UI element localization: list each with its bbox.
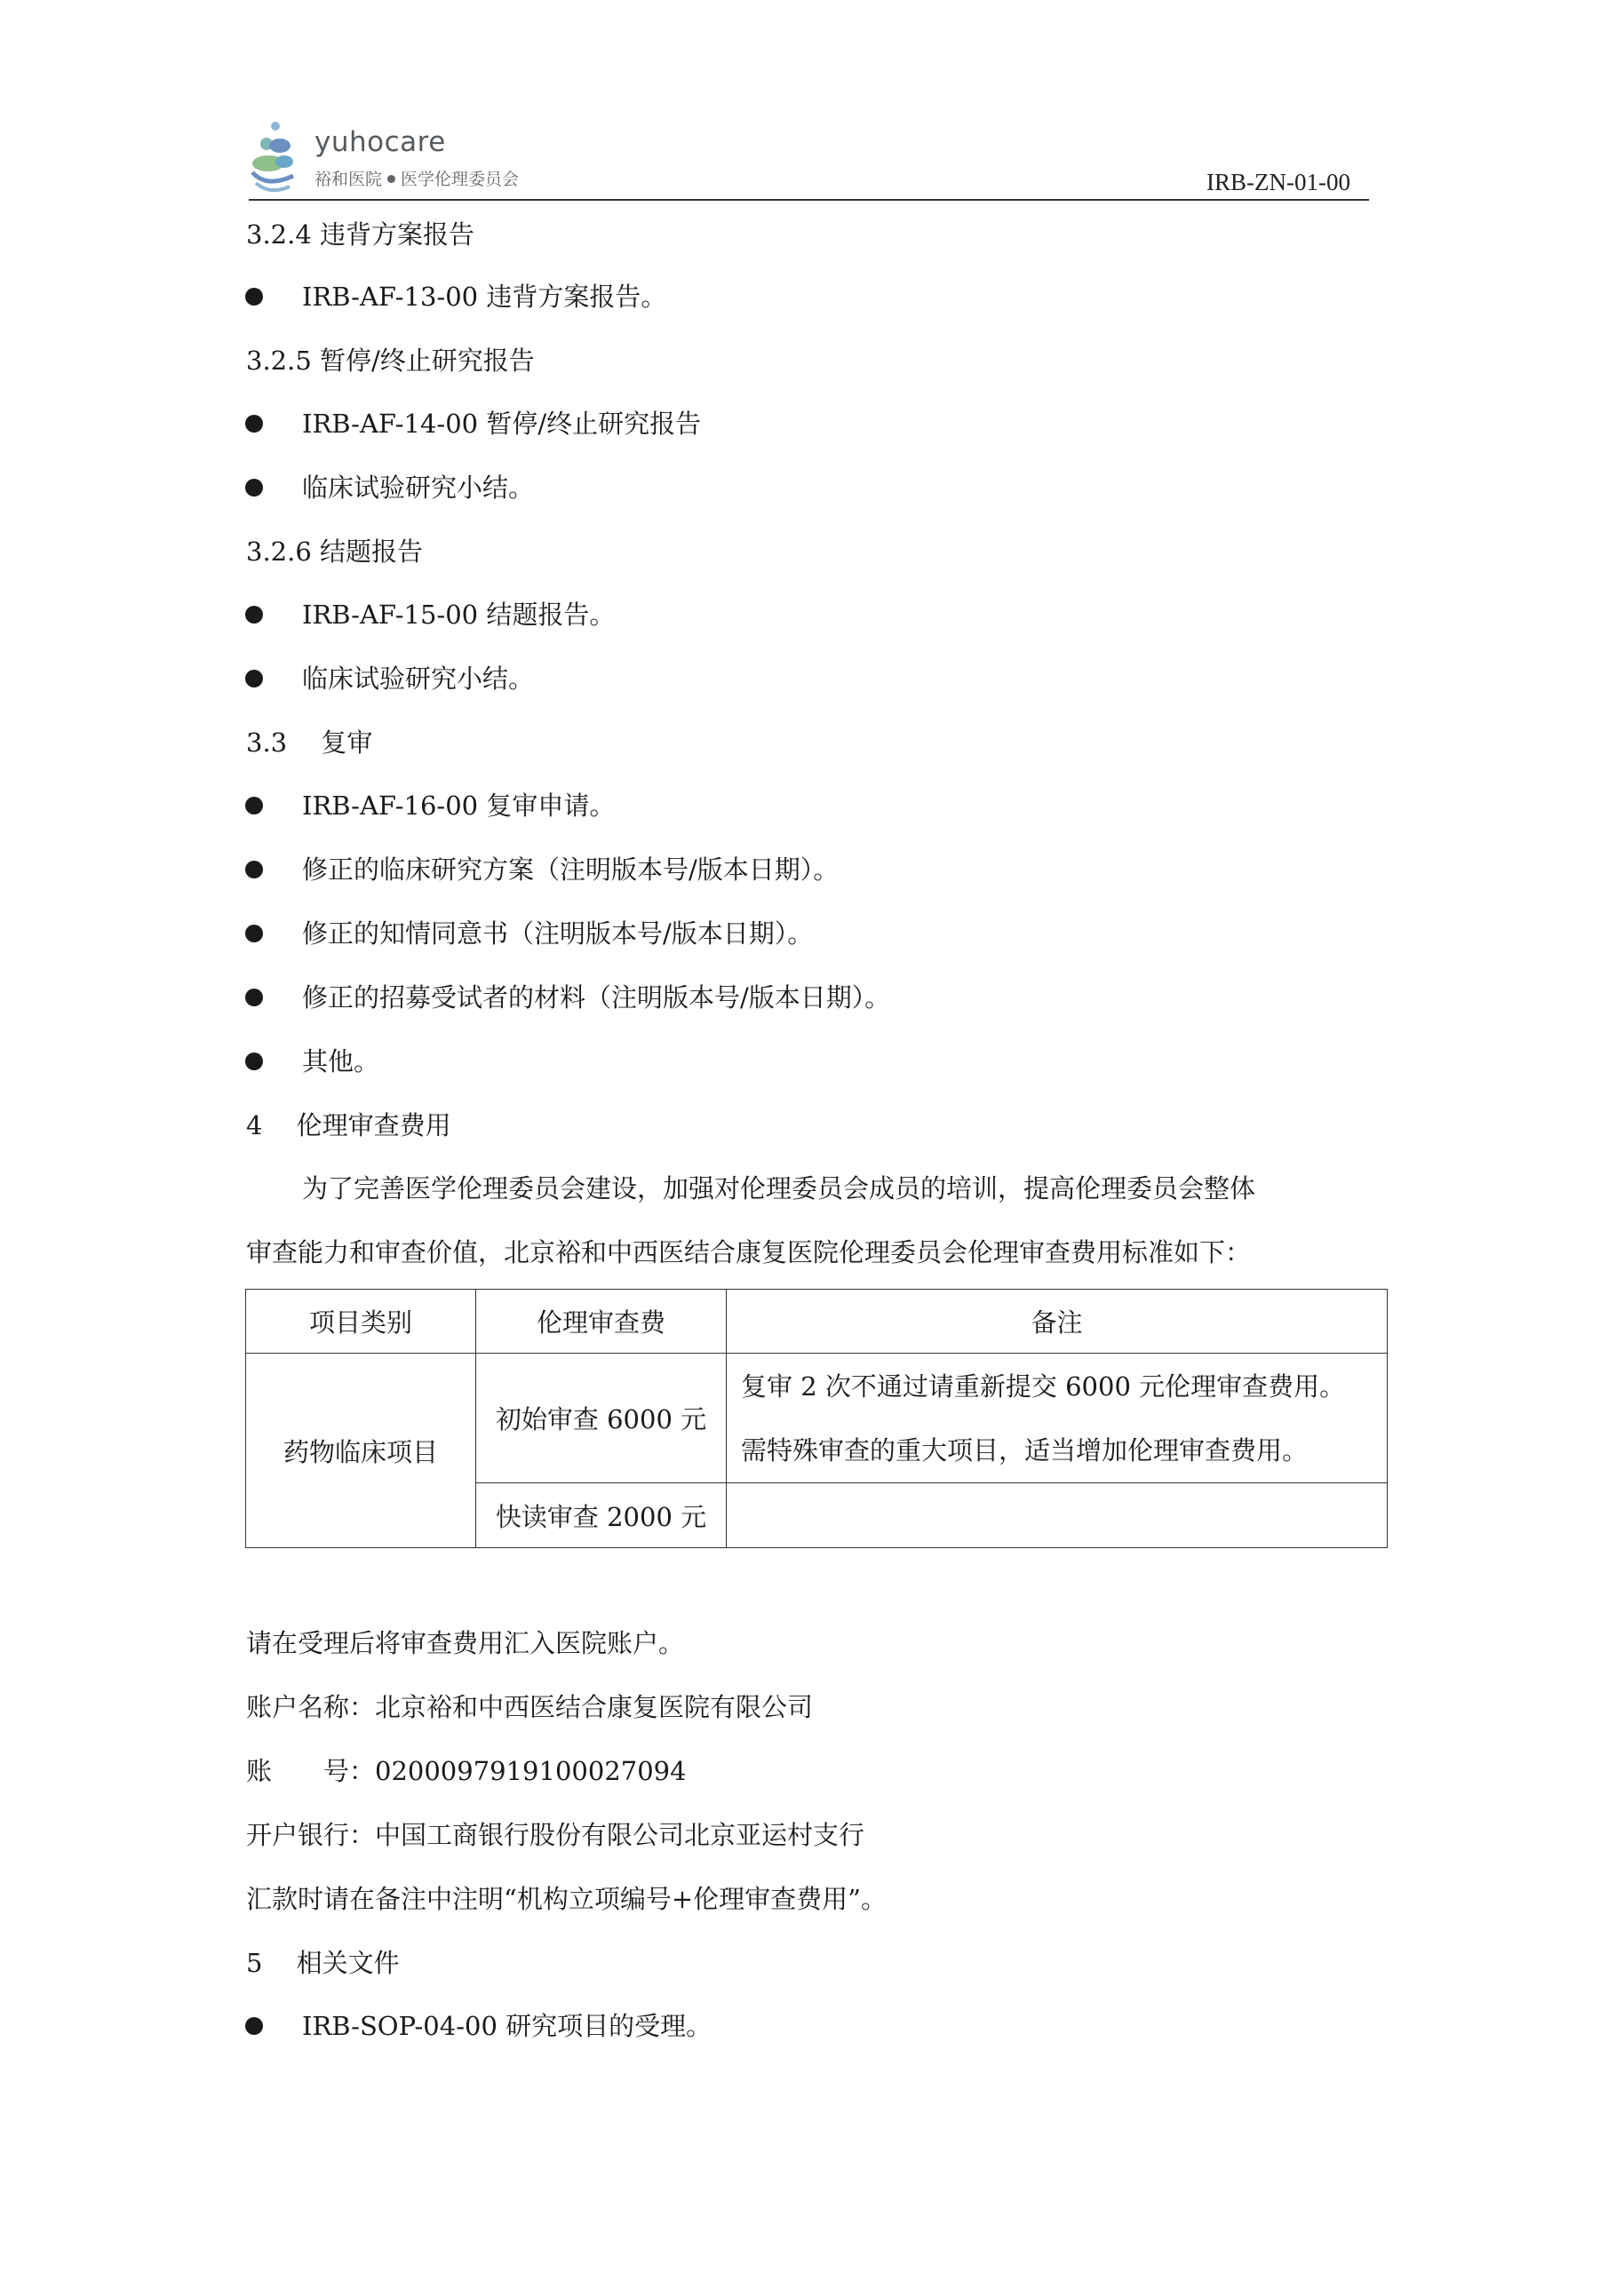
- list-item: IRB-AF-14-00 暂停/终止研究报告: [302, 409, 702, 439]
- payment-intro: 请在受理后将审查费用汇入医院账户。: [246, 1628, 685, 1658]
- bank-name: 开户银行：中国工商银行股份有限公司北京亚运村支行: [246, 1820, 865, 1850]
- hospital-logo: [249, 117, 533, 197]
- section-heading-3-2-4: 3.2.4 违背方案报告: [246, 219, 475, 250]
- remittance-note: 汇款时请在备注中注明“机构立项编号+伦理审查费用”。: [246, 1884, 887, 1914]
- bullet-icon: [245, 1053, 263, 1070]
- bullet-icon: [245, 797, 263, 814]
- header-divider: [249, 199, 1369, 201]
- paragraph-line: 为了完善医学伦理委员会建设，加强对伦理委员会成员的培训，提高伦理委员会整体: [302, 1173, 1256, 1204]
- paragraph-line: 审查能力和审查价值，北京裕和中西医结合康复医院伦理委员会伦理审查费用标准如下：: [246, 1237, 1252, 1267]
- table-cell-fee: 快读审查 2000 元: [476, 1483, 727, 1548]
- table-cell-category: 药物临床项目: [246, 1354, 476, 1548]
- section-heading-4: 4 伦理审查费用: [246, 1110, 451, 1140]
- table-header-cell: 备注: [727, 1290, 1388, 1354]
- separator-dot-icon: [387, 175, 395, 183]
- section-heading-3-2-5: 3.2.5 暂停/终止研究报告: [246, 346, 535, 376]
- list-item: 修正的知情同意书（注明版本号/版本日期）。: [302, 918, 814, 949]
- logo-subtitle: 裕和医院 医学伦理委员会: [314, 170, 520, 189]
- note-line: 需特殊审查的重大项目，适当增加伦理审查费用。: [741, 1434, 1309, 1466]
- table-row: [246, 1354, 1388, 1483]
- section-heading-3-2-6: 3.2.6 结题报告: [246, 536, 424, 567]
- table-header-row: [246, 1290, 1388, 1354]
- list-item: 修正的招募受试者的材料（注明版本号/版本日期）。: [302, 982, 891, 1013]
- list-item: 其他。: [302, 1046, 380, 1076]
- bullet-icon: [245, 415, 263, 433]
- list-item: IRB-AF-15-00 结题报告。: [302, 600, 616, 630]
- bullet-icon: [245, 606, 263, 624]
- section-heading-3-3: 3.3 复审: [246, 727, 373, 758]
- account-name: 账户名称：北京裕和中西医结合康复医院有限公司: [246, 1692, 814, 1722]
- fee-table: [245, 1289, 1388, 1548]
- table-cell-notes: [727, 1354, 1388, 1483]
- bullet-icon: [245, 670, 263, 687]
- document-code: IRB-ZN-01-00: [1206, 169, 1350, 195]
- logo-wordmark: yuhocare: [314, 126, 446, 158]
- list-item: IRB-SOP-04-00 研究项目的受理。: [302, 2011, 712, 2041]
- table-header-cell: 伦理审查费: [476, 1290, 727, 1354]
- account-number: 账 号：0200097919100027094: [246, 1756, 687, 1786]
- list-item: IRB-AF-16-00 复审申请。: [302, 790, 616, 821]
- table-header-cell: 项目类别: [246, 1290, 476, 1354]
- logo-mark-icon: [249, 117, 311, 197]
- bullet-icon: [245, 925, 263, 942]
- list-item: 临床试验研究小结。: [302, 663, 535, 694]
- list-item: IRB-AF-13-00 违背方案报告。: [302, 282, 667, 312]
- bullet-icon: [245, 288, 263, 306]
- note-line: 复审 2 次不通过请重新提交 6000 元伦理审查费用。: [741, 1370, 1346, 1402]
- list-item: 临床试验研究小结。: [302, 473, 535, 503]
- bullet-icon: [245, 479, 263, 497]
- table-cell-notes: [727, 1483, 1388, 1548]
- bullet-icon: [245, 2017, 263, 2035]
- bullet-icon: [245, 989, 263, 1006]
- section-heading-5: 5 相关文件: [246, 1948, 400, 1978]
- table-cell-fee: 初始审查 6000 元: [476, 1354, 727, 1483]
- bullet-icon: [245, 861, 263, 878]
- list-item: 修正的临床研究方案（注明版本号/版本日期）。: [302, 854, 840, 885]
